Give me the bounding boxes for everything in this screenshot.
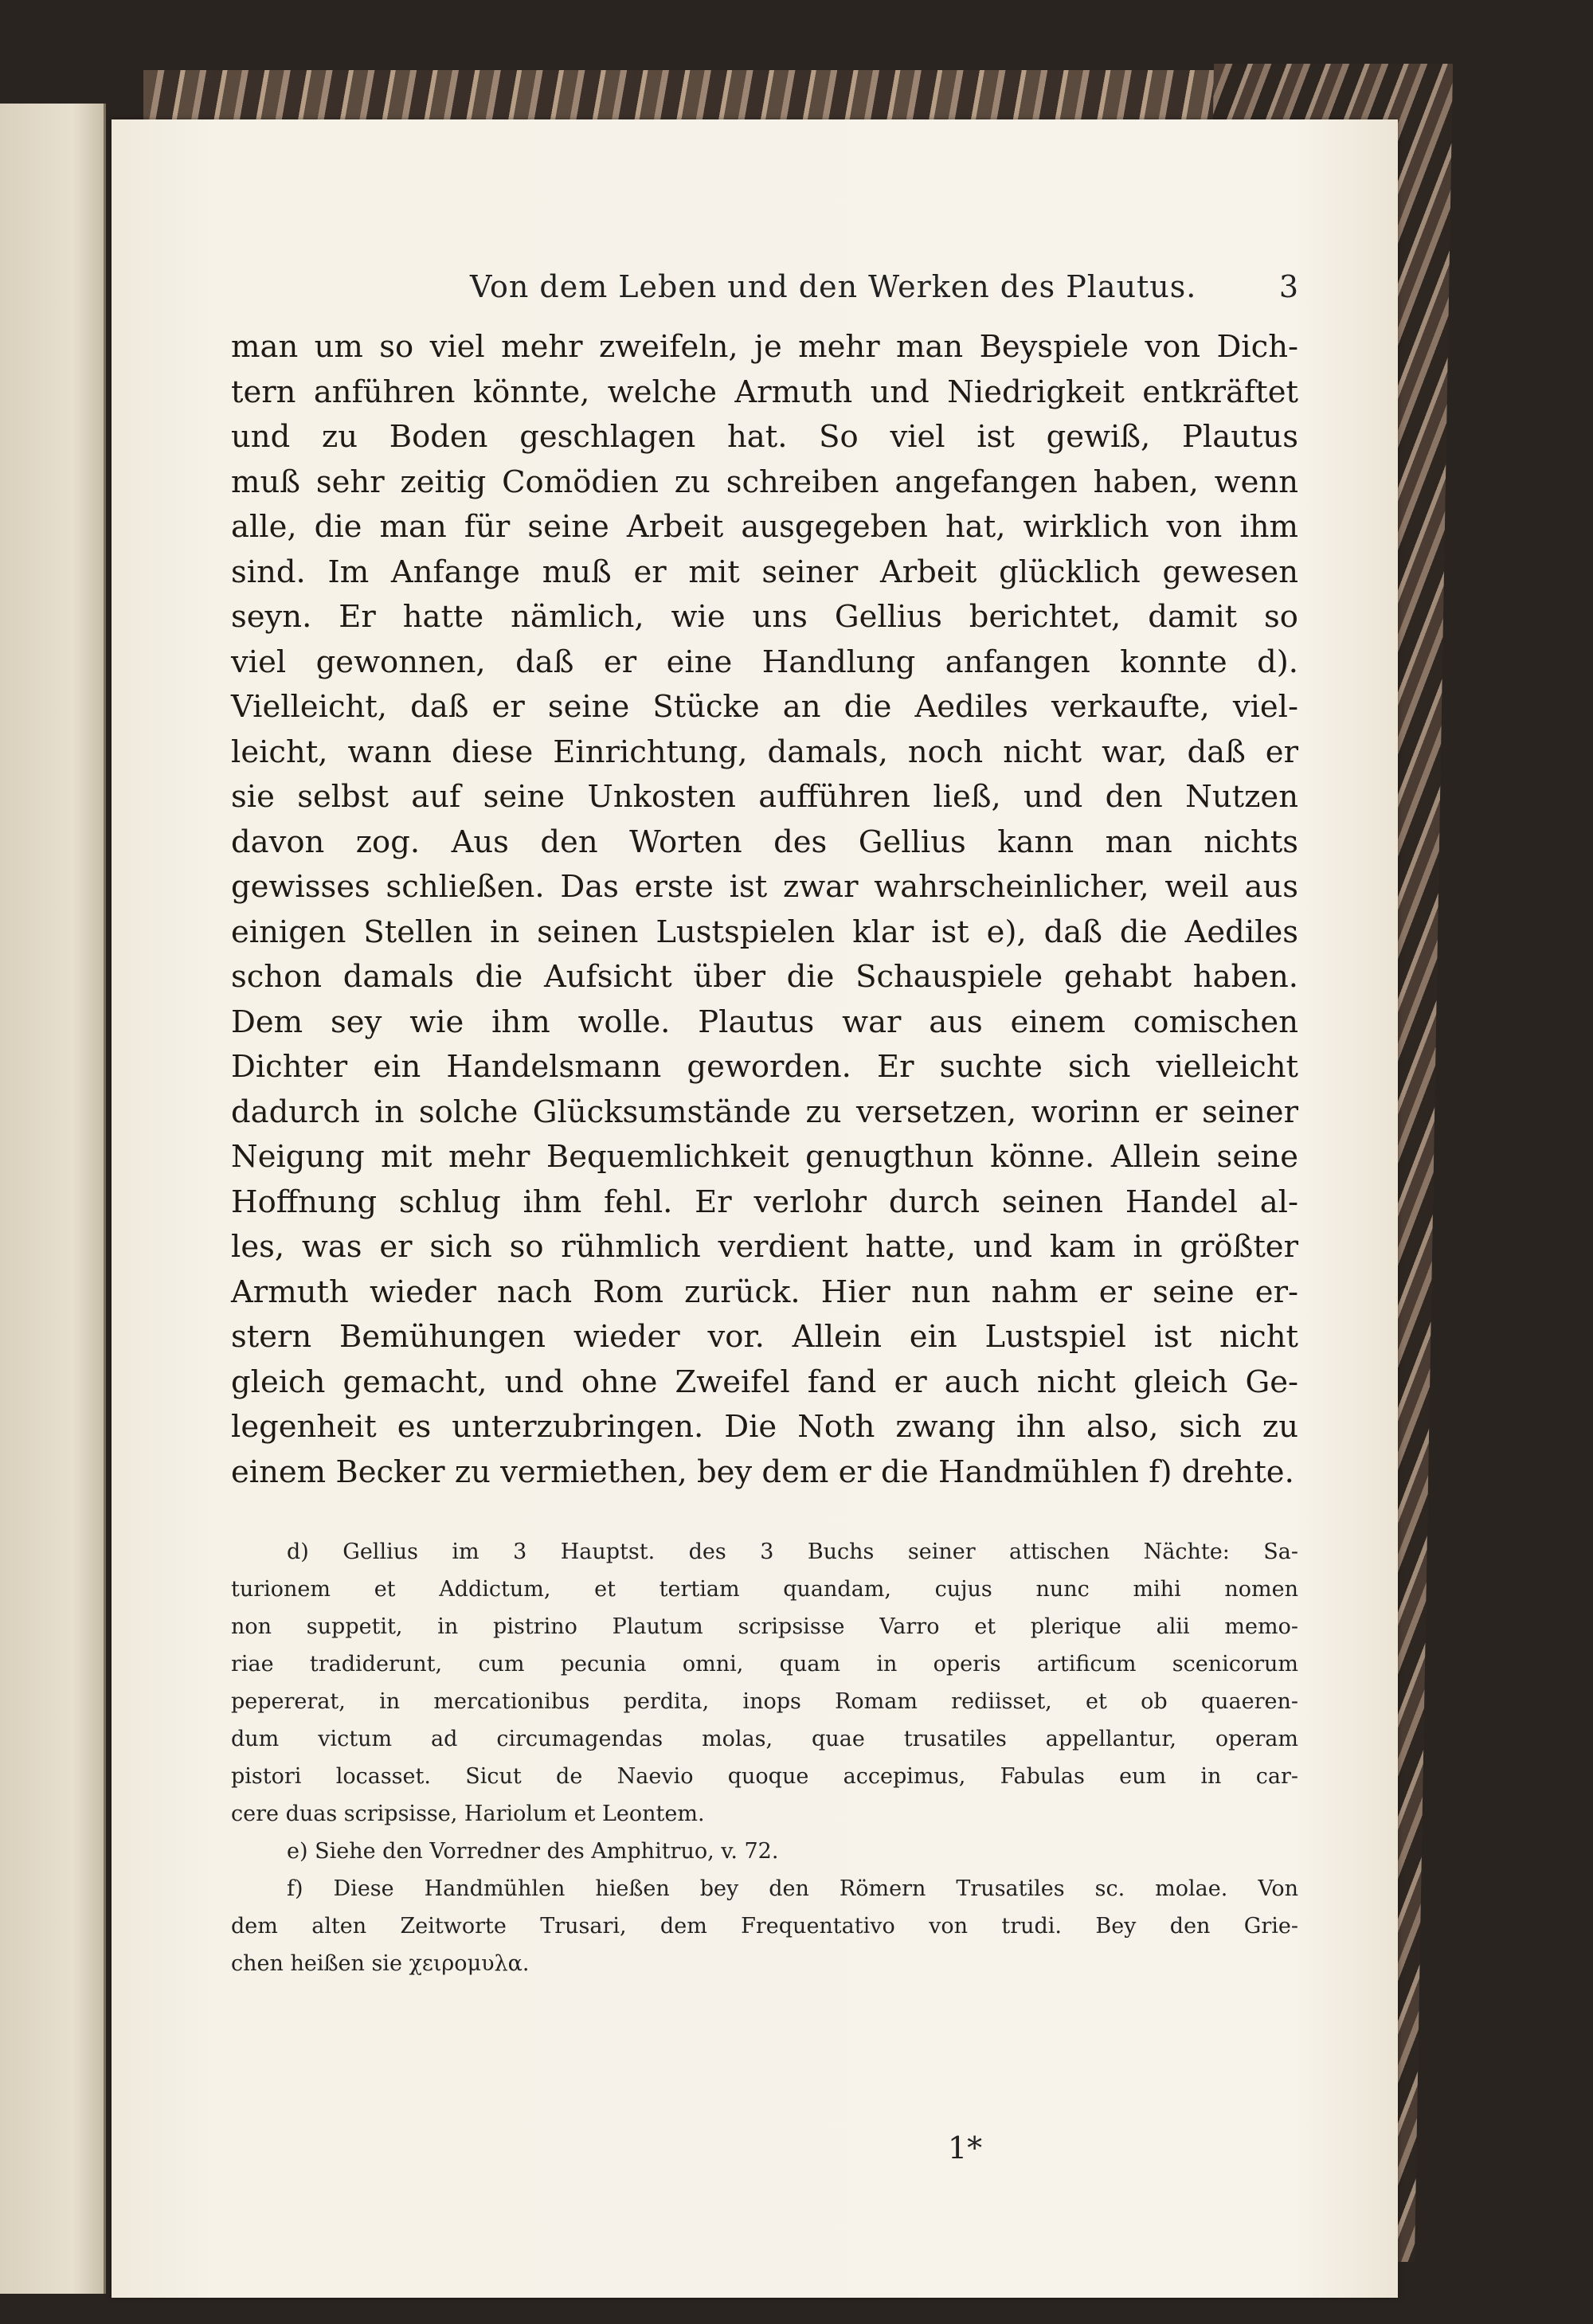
text-line: stern Bemühungen wieder vor. Allein ein Lustspiel ist nicht — [231, 1319, 1298, 1355]
text-line: Armuth wieder nach Rom zurück. Hier nun nahm er seine er- — [231, 1274, 1298, 1310]
footnote — [231, 1533, 1298, 1833]
text-line: tern anführen könnte, welche Armuth und Niedrigkeit entkräftet — [231, 374, 1298, 410]
footnote-line: cere duas scripsisse, Hariolum et Leontem. — [231, 1802, 705, 1826]
left-page-edge — [0, 104, 106, 2294]
text-line: einem Becker zu vermiethen, bey dem er die Handmühlen f) drehte. — [231, 1453, 1294, 1490]
text-line: leicht, wann diese Einrichtung, damals, noch nicht war, daß er — [231, 734, 1298, 770]
footnote-line: pepererat, in mercationibus perdita, inops Romam rediisset, et ob quaeren- — [231, 1689, 1298, 1714]
text-line: viel gewonnen, daß er eine Handlung anfangen konnte d). — [231, 644, 1298, 680]
running-title: Von dem Leben und den Werken des Plautus. — [470, 269, 1197, 304]
book-page — [112, 119, 1398, 2298]
main-text — [231, 325, 1298, 1495]
text-line: legenheit es unterzubringen. Die Noth zwang ihn also, sich zu — [231, 1409, 1298, 1445]
footnote — [231, 1870, 1298, 1982]
footnote-line: dum victum ad circumagendas molas, quae trusatiles appellantur, operam — [231, 1727, 1298, 1751]
footnote-line: chen heißen sie χειρομυλα. — [231, 1951, 530, 1976]
text-line: Hoffnung schlug ihm fehl. Er verlohr durch seinen Handel al- — [231, 1184, 1298, 1220]
text-line: Neigung mit mehr Bequemlichkeit genugthun könne. Allein seine — [231, 1139, 1298, 1175]
text-line: alle, die man für seine Arbeit ausgegeben hat, wirklich von ihm — [231, 509, 1298, 545]
footnote-line: turionem et Addictum, et tertiam quandam, cujus nunc mihi nomen — [231, 1577, 1298, 1602]
footnote-line: riae tradiderunt, cum pecunia omni, quam in operis artificum scenicorum — [231, 1652, 1298, 1676]
footnote-line: e) Siehe den Vorredner des Amphitruo, v. 72. — [287, 1839, 779, 1864]
footnote-line: dem alten Zeitworte Trusari, dem Frequentativo von trudi. Bey den Grie- — [231, 1914, 1298, 1939]
text-line: dadurch in solche Glücksumstände zu versetzen, worinn er seiner — [231, 1094, 1298, 1130]
text-line: seyn. Er hatte nämlich, wie uns Gellius berichtet, damit so — [231, 599, 1298, 635]
text-line: man um so viel mehr zweifeln, je mehr man Beyspiele von Dich- — [231, 329, 1298, 365]
text-line: sie selbst auf seine Unkosten aufführen ließ, und den Nutzen — [231, 779, 1298, 815]
text-line: einigen Stellen in seinen Lustspielen klar ist e), daß die Aediles — [231, 914, 1298, 950]
footnotes — [231, 1533, 1298, 1982]
text-line: schon damals die Aufsicht über die Schauspiele gehabt haben. — [231, 959, 1298, 995]
text-line: Vielleicht, daß er seine Stücke an die Aediles verkaufte, viel- — [231, 689, 1298, 725]
footnote-line: pistori locasset. Sicut de Naevio quoque accepimus, Fabulas eum in car- — [231, 1764, 1298, 1789]
text-line: les, was er sich so rühmlich verdient hatte, und kam in größter — [231, 1229, 1298, 1265]
footnote-line: non suppetit, in pistrino Plautum scripsisse Varro et plerique alii memo- — [231, 1614, 1298, 1639]
footnote-line: f) Diese Handmühlen hießen bey den Römern Trusatiles sc. molae. Von — [287, 1876, 1298, 1901]
text-line: Dem sey wie ihm wolle. Plautus war aus einem comischen — [231, 1004, 1298, 1040]
text-line: gleich gemacht, und ohne Zweifel fand er auch nicht gleich Ge- — [231, 1363, 1298, 1400]
text-line: Dichter ein Handelsmann geworden. Er suchte sich vielleicht — [231, 1049, 1298, 1085]
text-line: gewisses schließen. Das erste ist zwar wahrscheinlicher, weil aus — [231, 869, 1298, 905]
footnote-line: d) Gellius im 3 Hauptst. des 3 Buchs seiner attischen Nächte: Sa- — [287, 1540, 1298, 1564]
text-line: sind. Im Anfange muß er mit seiner Arbeit glücklich gewesen — [231, 554, 1298, 590]
running-header — [231, 269, 1298, 317]
page-content — [231, 269, 1298, 1982]
footnote — [231, 1833, 1298, 1870]
signature-mark: 1* — [948, 2130, 983, 2166]
page-number: 3 — [1278, 269, 1298, 304]
text-line: muß sehr zeitig Comödien zu schreiben angefangen haben, wenn — [231, 464, 1298, 500]
text-line: davon zog. Aus den Worten des Gellius kann man nichts — [231, 824, 1298, 860]
text-line: und zu Boden geschlagen hat. So viel ist gewiß, Plautus — [231, 419, 1298, 455]
